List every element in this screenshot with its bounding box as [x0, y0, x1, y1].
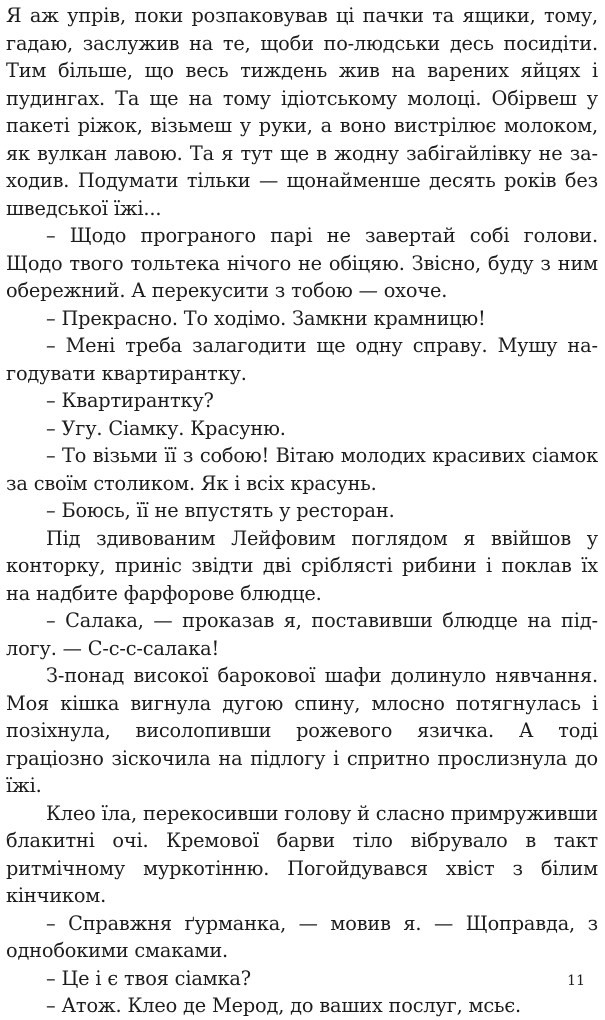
paragraph-11: З-понад високої барокової шафи долинуло нявчання. Моя кішка вигнула дугою спину, млосно потягнулась і позіхнула, висолопивши рожевого язичка. А тоді граціозно зіскочила на підлогу і спритно прослизнула до їжі. — [6, 664, 598, 797]
paragraph-2: – Щодо програного парі не завертай собі голови. Щодо твого тольтека нічого не обіцяю. Звісно, буду з ним обережний. А перекусити з тобою — охоче. — [6, 224, 598, 302]
paragraph-13: – Справжня ґурманка, — мовив я. — Щоправда, з однобокими смаками. — [6, 911, 598, 962]
paragraph-12: Клео їла, перекосивши голову й сласно примруживши блакитні очі. Кремової барви тіло вібрувало в такт ритмічному муркотінню. Погойдувався хвіст з білим кінчиком. — [6, 801, 598, 907]
paragraph-1: Я аж упрів, поки розпаковував ці пачки та ящики, тому, гадаю, заслужив на те, щоби по-людськи десь посидіти. Тим більше, що весь тиждень жив на варених яйцях і пудингах. Та ще на тому ідіотському молоці. Обірвеш у пакеті ріжок, візьмеш у руки, а воно вистрілює молоком, як вулкан лавою. Та я тут ще в жодну забігайлівку не заходив. Подумати тільки — щонайменше десять років без шведської їжі... — [6, 4, 598, 220]
paragraph-7: – То візьми її з собою! Вітаю молодих красивих сіамок за своїм столиком. Як і всіх красунь. — [6, 444, 598, 495]
paragraph-14: – Це і є твоя сіамка? — [46, 966, 251, 990]
paragraph-6: – Угу. Сіамку. Красуню. — [46, 416, 286, 440]
paragraph-5: – Квартирантку? — [46, 389, 214, 412]
paragraph-3: – Прекрасно. То ходімо. Замкни крамницю! — [46, 306, 486, 330]
paragraph-9: Під здивованим Лейфовим поглядом я ввійшов у конторку, приніс звідти дві сріблясті рибини і поклав їх на надбите фарфорове блюдце. — [6, 526, 598, 605]
paragraph-8: – Боюсь, її не впустять у ресторан. — [46, 499, 395, 522]
paragraph-10: – Салака, — проказав я, поставивши блюдце на підлогу. — С-с-с-салака! — [6, 609, 598, 660]
body-text — [6, 2, 598, 1020]
paragraph-15: – Атож. Клео де Мерод, до ваших послуг, мсьє. — [46, 994, 522, 1017]
page-number: 11 — [567, 973, 585, 989]
paragraph-4: – Мені треба залагодити ще одну справу. Мушу нагодувати квартирантку. — [6, 334, 598, 385]
